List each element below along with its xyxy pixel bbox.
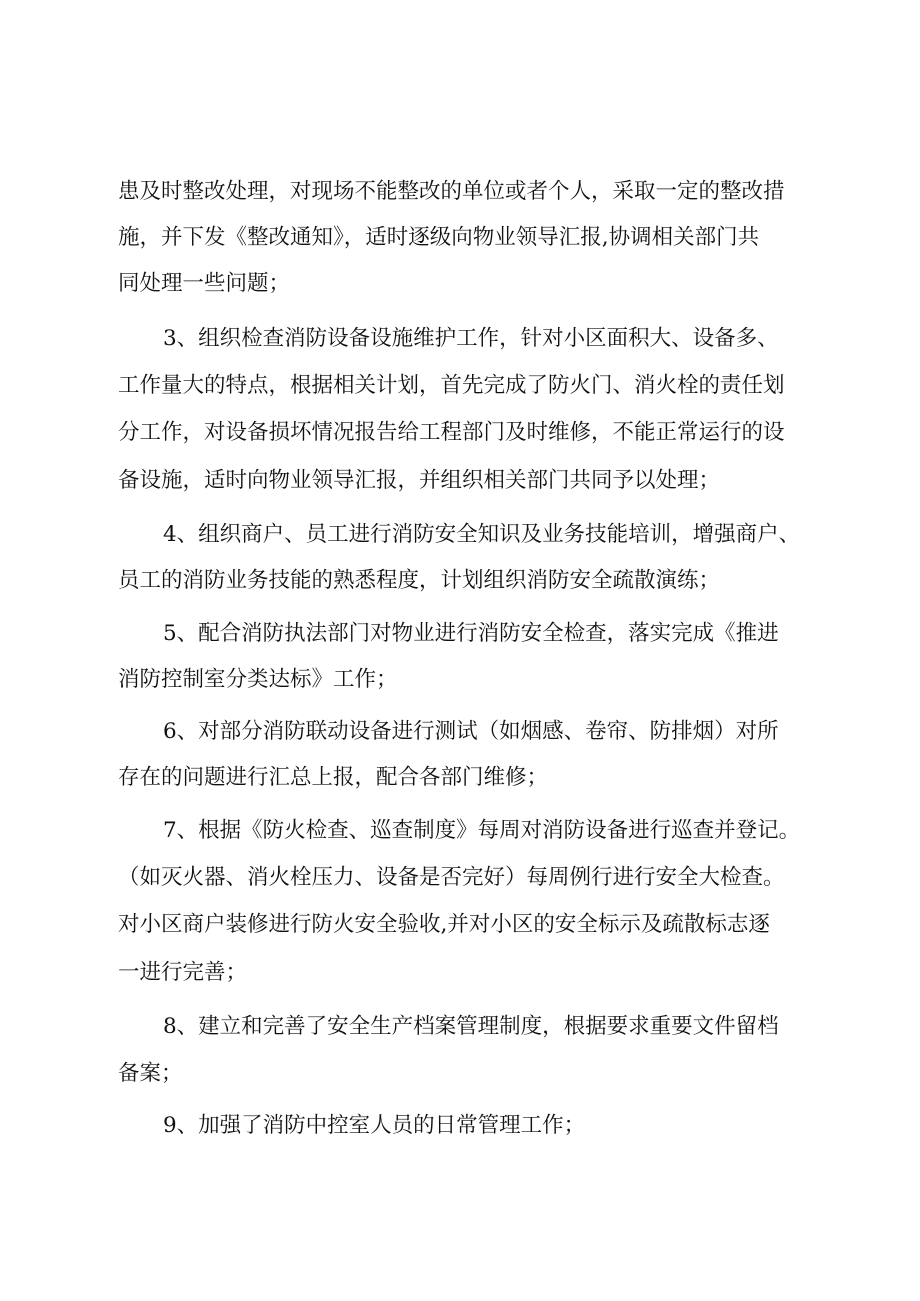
item-3-line-3: 分工作，对设备损坏情况报告给工程部门及时维修，不能正常运行的设 [118, 420, 785, 445]
item-5-line-1: 5、配合消防执法部门对物业进行消防安全检查，落实完成《推进 [163, 621, 779, 646]
item-3-line-4: 备设施，适时向物业领导汇报，并组织相关部门共同予以处理； [118, 468, 721, 493]
item-7-line-1: 7、根据《防火检查、巡查制度》每周对消防设备进行巡查并登记。 [163, 818, 801, 843]
item-3-line-1: 3、组织检查消防设备设施维护工作，针对小区面积大、设备多、 [163, 326, 779, 351]
item-6-line-2: 存在的问题进行汇总上报，配合各部门维修； [118, 765, 549, 790]
item-5-line-2: 消防控制室分类达标》工作； [118, 667, 398, 692]
text-line-2: 施，并下发《整改通知》，适时逐级向物业领导汇报,协调相关部门共 [118, 225, 760, 250]
text-line-1: 患及时整改处理，对现场不能整改的单位或者个人，采取一定的整改措 [118, 179, 785, 204]
item-3-line-2: 工作量大的特点，根据相关计划，首先完成了防火门、消火栓的责任划 [118, 373, 785, 398]
item-7-line-3: 对小区商户装修进行防火安全验收,并对小区的安全标示及疏散标志逐 [118, 912, 770, 937]
item-8-line-2: 备案； [118, 1061, 183, 1086]
item-6-line-1: 6、对部分消防联动设备进行测试（如烟感、卷帘、防排烟）对所 [163, 719, 779, 744]
text-line-3: 同处理一些问题； [118, 271, 291, 296]
item-8-line-1: 8、建立和完善了安全生产档案管理制度，根据要求重要文件留档 [163, 1014, 779, 1039]
item-7-line-4: 一进行完善； [118, 960, 248, 985]
item-4-line-1: 4、组织商户、员工进行消防安全知识及业务技能培训，增强商户、 [163, 522, 801, 547]
item-9-line-1: 9、加强了消防中控室人员的日常管理工作； [163, 1113, 586, 1138]
item-7-line-2: （如灭火器、消火栓压力、设备是否完好）每周例行进行安全大检查。 [118, 865, 785, 890]
item-4-line-2: 员工的消防业务技能的熟悉程度，计划组织消防安全疏散演练； [118, 568, 721, 593]
